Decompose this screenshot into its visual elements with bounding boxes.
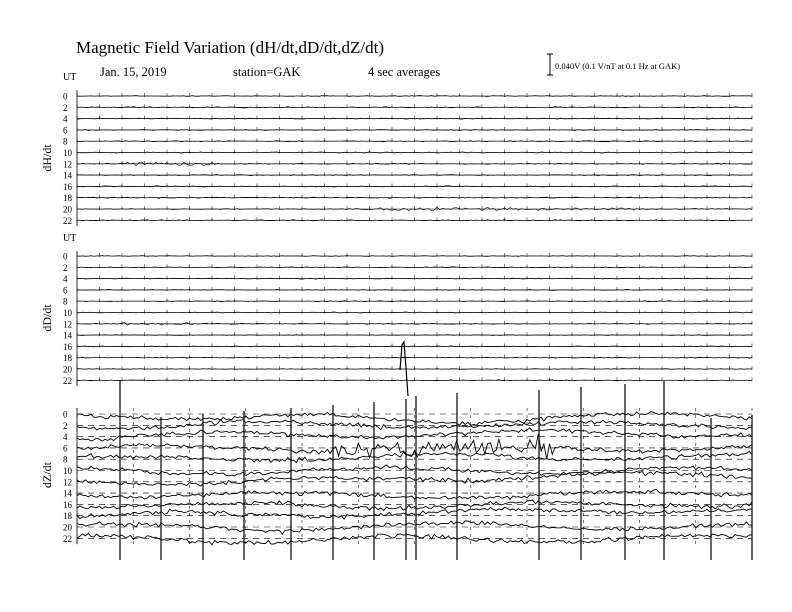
- panel-1-hour-label: 6: [63, 125, 68, 136]
- panel-2-hour-label: 4: [63, 274, 68, 285]
- panel-3-hour-label: 10: [63, 466, 72, 476]
- panel-2-hour-label: 20: [63, 364, 72, 375]
- panel-2-hour-label: 14: [63, 330, 72, 341]
- panel-3-hour-label: 16: [63, 499, 72, 510]
- panel-1-hour-label: 14: [63, 170, 72, 181]
- panel-3-hour-label: 4: [63, 432, 68, 443]
- panel-3-hour-label: 22: [63, 533, 72, 544]
- panel-3-hour-label: 2: [63, 420, 68, 431]
- panel-2-hour-label: 12: [63, 319, 72, 330]
- panel-3-hour-label: 0: [63, 409, 68, 420]
- panel-1-hour-label: 8: [63, 136, 68, 147]
- panel-1-hour-label: 4: [63, 114, 68, 125]
- panel-3-hour-label: 12: [63, 477, 72, 488]
- panel-1-ylabel: dH/dt: [40, 144, 54, 172]
- panel-2-ylabel: dD/dt: [40, 304, 54, 332]
- panel-2-hour-label: 18: [63, 353, 72, 364]
- date-label: Jan. 15, 2019: [100, 65, 167, 79]
- panel-3-hour-label: 8: [63, 454, 68, 465]
- panel-1-hour-label: 16: [63, 181, 72, 192]
- panel-1-hour-label: 0: [63, 91, 68, 102]
- panel-2-hour-label: 6: [63, 285, 68, 296]
- panel-3-hour-label: 20: [63, 522, 72, 533]
- panel-1-hour-label: 12: [63, 159, 72, 170]
- panel-2-hour-label: 8: [63, 296, 68, 307]
- panel-1-hour-label: 10: [63, 148, 72, 158]
- averaging-label: 4 sec averages: [368, 65, 441, 79]
- panel-1-hour-label: 20: [63, 204, 72, 215]
- panel-2-hour-label: 10: [63, 308, 72, 318]
- panel-2-hour-label: 16: [63, 341, 72, 352]
- panel-1-ut-label: UT: [63, 72, 77, 83]
- panel-3-hour-label: 6: [63, 443, 68, 454]
- panel-1-hour-label: 22: [63, 215, 72, 226]
- panel-3-hour-label: 18: [63, 511, 72, 522]
- scale-bar-label: 0.040V (0.1 V/nT at 0.1 Hz at GAK): [555, 61, 681, 71]
- panel-3-ylabel: dZ/dt: [40, 462, 54, 488]
- panel-2-hour-label: 22: [63, 375, 72, 386]
- panel-3-hour-label: 14: [63, 488, 72, 499]
- panel-1-hour-label: 18: [63, 193, 72, 204]
- panel-1-hour-label: 2: [63, 102, 68, 113]
- station-label: station=GAK: [233, 65, 301, 79]
- panel-2-hour-label: 2: [63, 262, 68, 273]
- chart-title: Magnetic Field Variation (dH/dt,dD/dt,dZ/dt): [76, 38, 385, 57]
- panel-2-ut-label: UT: [63, 233, 77, 244]
- panel-2-hour-label: 0: [63, 251, 68, 262]
